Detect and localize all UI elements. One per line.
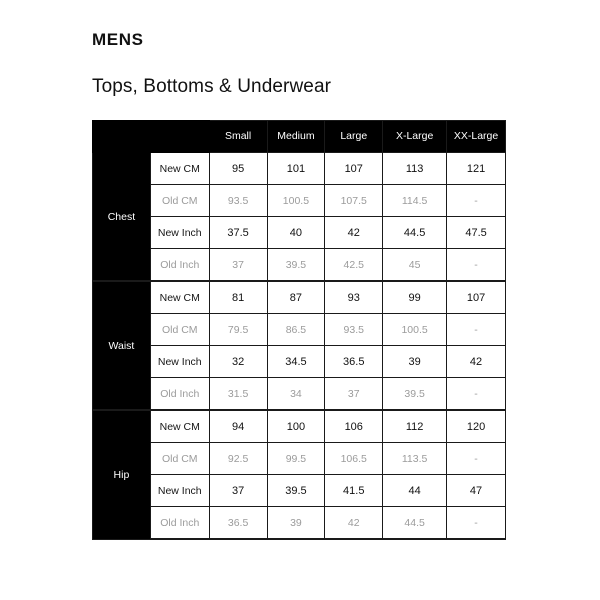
measurement-cell: 34.5	[267, 346, 325, 378]
row-label: New CM	[150, 153, 209, 185]
table-row	[93, 443, 506, 475]
measurement-cell: 44	[383, 475, 447, 507]
measurement-cell: -	[447, 443, 506, 475]
measurement-cell: 114.5	[383, 185, 447, 217]
measurement-cell: 47	[447, 475, 506, 507]
row-label: New CM	[150, 281, 209, 314]
header-cell-group	[93, 121, 151, 153]
measurement-cell: 92.5	[209, 443, 267, 475]
measurement-cell: 42.5	[325, 249, 383, 282]
measurement-cell: 34	[267, 378, 325, 411]
measurement-cell: 107	[325, 153, 383, 185]
measurement-cell: 42	[325, 217, 383, 249]
row-label: Old CM	[150, 185, 209, 217]
table-row	[93, 410, 506, 443]
table-row	[93, 153, 506, 185]
header-cell-xlarge: X-Large	[383, 121, 447, 153]
measurement-cell: -	[447, 314, 506, 346]
measurement-cell: 100.5	[383, 314, 447, 346]
measurement-cell: 37.5	[209, 217, 267, 249]
table-row	[93, 507, 506, 540]
group-label-chest: Chest	[93, 153, 151, 282]
measurement-cell: 40	[267, 217, 325, 249]
table-row	[93, 475, 506, 507]
measurement-cell: 37	[209, 475, 267, 507]
header-cell-large: Large	[325, 121, 383, 153]
measurement-cell: 86.5	[267, 314, 325, 346]
size-chart-table	[92, 120, 506, 540]
table-row	[93, 281, 506, 314]
page-title: Tops, Bottoms & Underwear	[92, 76, 332, 97]
row-label: New Inch	[150, 346, 209, 378]
header-cell-small: Small	[209, 121, 267, 153]
measurement-cell: 87	[267, 281, 325, 314]
measurement-cell: 39	[267, 507, 325, 540]
measurement-cell: 36.5	[325, 346, 383, 378]
row-label: New CM	[150, 410, 209, 443]
measurement-cell: 37	[325, 378, 383, 411]
measurement-cell: 32	[209, 346, 267, 378]
measurement-cell: 45	[383, 249, 447, 282]
measurement-cell: -	[447, 185, 506, 217]
table-row	[93, 346, 506, 378]
table-head	[93, 121, 506, 153]
table-row	[93, 378, 506, 411]
table-body	[93, 153, 506, 540]
row-label: Old Inch	[150, 378, 209, 411]
measurement-cell: 31.5	[209, 378, 267, 411]
measurement-cell: 81	[209, 281, 267, 314]
measurement-cell: 39	[383, 346, 447, 378]
measurement-cell: 44.5	[383, 507, 447, 540]
measurement-cell: 41.5	[325, 475, 383, 507]
measurement-cell: 112	[383, 410, 447, 443]
measurement-cell: 37	[209, 249, 267, 282]
table-row	[93, 217, 506, 249]
header-cell-xxlarge: XX-Large	[447, 121, 506, 153]
measurement-cell: 79.5	[209, 314, 267, 346]
measurement-cell: 94	[209, 410, 267, 443]
header-cell-measure	[150, 121, 209, 153]
measurement-cell: 39.5	[267, 475, 325, 507]
measurement-cell: 100.5	[267, 185, 325, 217]
measurement-cell: 121	[447, 153, 506, 185]
measurement-cell: 93.5	[325, 314, 383, 346]
measurement-cell: 106	[325, 410, 383, 443]
measurement-cell: -	[447, 378, 506, 411]
measurement-cell: 39.5	[383, 378, 447, 411]
measurement-cell: 93.5	[209, 185, 267, 217]
measurement-cell: 107	[447, 281, 506, 314]
measurement-cell: 42	[325, 507, 383, 540]
measurement-cell: -	[447, 507, 506, 540]
measurement-cell: -	[447, 249, 506, 282]
measurement-cell: 99.5	[267, 443, 325, 475]
page-kicker: MENS	[92, 30, 144, 49]
measurement-cell: 100	[267, 410, 325, 443]
measurement-cell: 93	[325, 281, 383, 314]
group-label-waist: Waist	[93, 281, 151, 410]
measurement-cell: 113	[383, 153, 447, 185]
measurement-cell: 99	[383, 281, 447, 314]
row-label: New Inch	[150, 217, 209, 249]
measurement-cell: 44.5	[383, 217, 447, 249]
measurement-cell: 42	[447, 346, 506, 378]
table-row	[93, 314, 506, 346]
measurement-cell: 107.5	[325, 185, 383, 217]
row-label: Old Inch	[150, 249, 209, 282]
row-label: New Inch	[150, 475, 209, 507]
table-header-row	[93, 121, 506, 153]
group-label-hip: Hip	[93, 410, 151, 539]
table-row	[93, 185, 506, 217]
row-label: Old CM	[150, 443, 209, 475]
row-label: Old Inch	[150, 507, 209, 540]
measurement-cell: 101	[267, 153, 325, 185]
measurement-cell: 106.5	[325, 443, 383, 475]
measurement-cell: 120	[447, 410, 506, 443]
header-cell-medium: Medium	[267, 121, 325, 153]
measurement-cell: 39.5	[267, 249, 325, 282]
measurement-cell: 113.5	[383, 443, 447, 475]
measurement-cell: 36.5	[209, 507, 267, 540]
measurement-cell: 47.5	[447, 217, 506, 249]
row-label: Old CM	[150, 314, 209, 346]
table-row	[93, 249, 506, 282]
measurement-cell: 95	[209, 153, 267, 185]
